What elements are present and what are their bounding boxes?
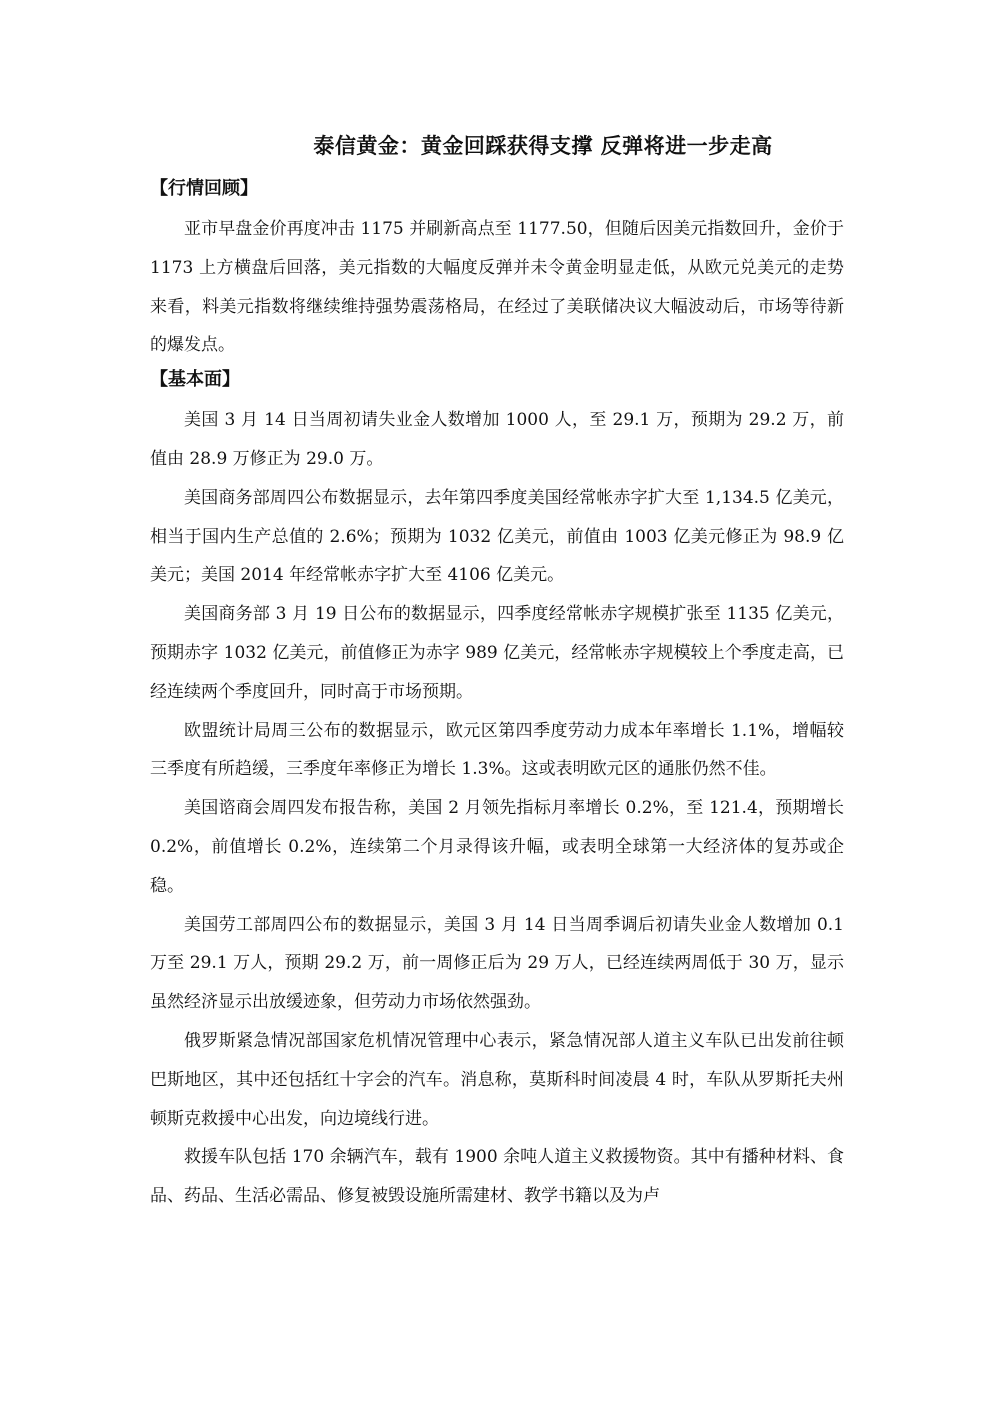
section-heading: 【行情回顾】 xyxy=(150,178,258,199)
paragraph: 美国商务部周四公布数据显示，去年第四季度美国经常帐赤字扩大至 1,134.5 亿美元，相当于国内生产总值的 2.6%；预期为 1032 亿美元，前值由 1003 亿美元修正为 98.9 亿美元；美国 2014 年经常帐赤字扩大至 4106 亿美元。 xyxy=(150,487,844,586)
section-fundamentals xyxy=(150,367,844,1216)
paragraph: 亚市早盘金价再度冲击 1175 并刷新高点至 1177.50，但随后因美元指数回升，金价于 1173 上方横盘后回落，美元指数的大幅度反弹并未令黄金明显走低，从欧元兑美元的走势来看，料美元指数将继续维持强势震荡格局，在经过了美联储决议大幅波动后，市场等待新的爆发点。 xyxy=(150,219,844,356)
section-market-review xyxy=(150,176,844,365)
paragraph: 欧盟统计局周三公布的数据显示，欧元区第四季度劳动力成本年率增长 1.1%，增幅较三季度有所趋缓，三季度年率修正为增长 1.3%。这或表明欧元区的通胀仍然不佳。 xyxy=(150,720,844,780)
section-heading: 【基本面】 xyxy=(150,369,240,391)
document-title: 泰信黄金：黄金回踩获得支撑 反弹将进一步走高 xyxy=(313,134,773,158)
paragraph: 美国商务部 3 月 19 日公布的数据显示，四季度经常帐赤字规模扩张至 1135 亿美元，预期赤字 1032 亿美元，前值修正为赤字 989 亿美元，经常帐赤字规模较上个季度走高，已经连续两个季度回升，同时高于市场预期。 xyxy=(150,604,844,702)
paragraph: 美国劳工部周四公布的数据显示，美国 3 月 14 日当周季调后初请失业金人数增加 0.1 万至 29.1 万人，预期 29.2 万，前一周修正后为 29 万人，已经连续两周低于 30 万，显示虽然经济显示出放缓迹象，但劳动力市场依然强劲。 xyxy=(150,914,844,1013)
paragraph: 俄罗斯紧急情况部国家危机情况管理中心表示，紧急情况部人道主义车队已出发前往顿巴斯地区，其中还包括红十字会的汽车。消息称，莫斯科时间凌晨 4 时，车队从罗斯托夫州顿斯克救援中心出发，向边境线行进。 xyxy=(150,1030,844,1129)
paragraph: 救援车队包括 170 余辆汽车，载有 1900 余吨人道主义救援物资。其中有播种材料、食品、药品、生活必需品、修复被毁设施所需建材、教学书籍以及为卢 xyxy=(150,1147,844,1207)
paragraph: 美国谘商会周四发布报告称，美国 2 月领先指标月率增长 0.2%，至 121.4，预期增长 0.2%，前值增长 0.2%，连续第二个月录得该升幅，或表明全球第一大经济体的复苏或企稳。 xyxy=(150,798,844,896)
paragraph: 美国 3 月 14 日当周初请失业金人数增加 1000 人，至 29.1 万，预期为 29.2 万，前值由 28.9 万修正为 29.0 万。 xyxy=(150,410,844,469)
document-page xyxy=(150,130,844,1218)
